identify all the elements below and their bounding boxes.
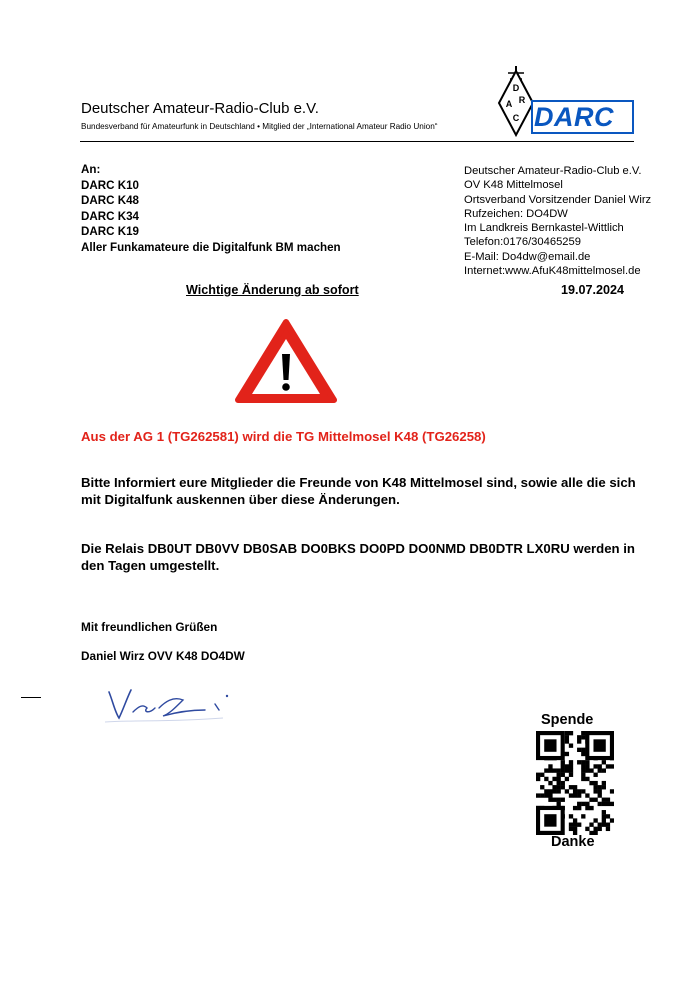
sender-line: Telefon:0176/30465259 (464, 236, 581, 249)
svg-text:A: A (505, 99, 513, 109)
recipient-line: DARC K34 (81, 209, 139, 223)
qr-code-icon[interactable] (536, 731, 614, 835)
announcement: Aus der AG 1 (TG262581) wird die TG Mittelmosel K48 (TG26258) (81, 429, 486, 444)
sender-line: Deutscher Amateur-Radio-Club e.V. (464, 165, 642, 177)
svg-text:C: C (512, 113, 520, 123)
handwritten-signature (103, 682, 241, 724)
sender-block (464, 164, 651, 278)
sender-line: E-Mail: Do4dw@email.de (464, 250, 591, 263)
recipient-line: DARC K48 (81, 194, 139, 207)
recipient-heading: An: (81, 163, 101, 176)
svg-text:D: D (512, 83, 520, 93)
signer-name: Daniel Wirz OVV K48 DO4DW (81, 649, 245, 663)
sender-line: OV K48 Mittelmosel (464, 179, 563, 192)
sender-line: Rufzeichen: DO4DW (464, 207, 568, 220)
header-divider (80, 141, 634, 142)
body-paragraph: Die Relais DB0UT DB0VV DB0SAB DO0BKS DO0PD DO0NMD DB0DTR LX0RU werden in den Tagen umgestellt. (81, 541, 635, 573)
fold-mark (21, 697, 41, 698)
sender-line: Internet:www.AfuK48mittelmosel.de (464, 265, 641, 278)
org-subtitle: Bundesverband für Amateurfunk in Deutschland • Mitglied der „International Amateur Radio Union“ (81, 122, 438, 131)
closing-greeting: Mit freundlichen Grüßen (81, 620, 218, 634)
recipient-line: DARC K19 (81, 225, 139, 238)
donation-label: Spende (541, 712, 594, 728)
org-name: Deutscher Amateur-Radio-Club e.V. (81, 100, 319, 117)
darc-logo (496, 63, 636, 138)
recipient-line: Aller Funkamateure die Digitalfunk BM machen (81, 240, 341, 254)
body-paragraph: Bitte Informiert eure Mitglieder die Freunde von K48 Mittelmosel sind, sowie alle die sich mit Digitalfunk auskennen über diese Änderungen. (81, 475, 636, 507)
warning-triangle-icon (234, 318, 338, 406)
sender-line: Im Landkreis Bernkastel-Wittlich (464, 222, 624, 235)
subject-line: Wichtige Änderung ab sofort (186, 283, 359, 297)
sender-line: Ortsverband Vorsitzender Daniel Wirz (464, 193, 652, 206)
recipient-block (81, 162, 341, 255)
recipient-line: DARC K10 (81, 178, 139, 192)
darc-logo-text: DARC (534, 102, 614, 132)
letter-date: 19.07.2024 (561, 283, 625, 297)
thanks-label: Danke (551, 834, 595, 850)
svg-text:R: R (518, 95, 526, 105)
